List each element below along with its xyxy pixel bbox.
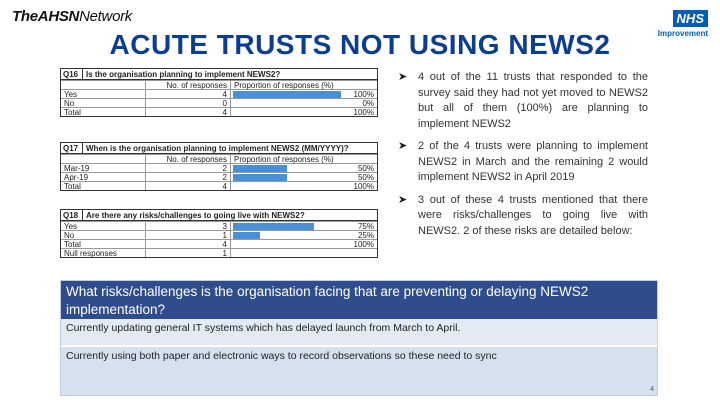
survey-table-q18 <box>60 209 378 258</box>
proportion-bar <box>233 223 314 230</box>
row-count: 4 <box>146 182 231 190</box>
row-proportion <box>231 182 377 190</box>
row-proportion <box>231 173 377 181</box>
table-row <box>61 239 377 248</box>
proportion-bar <box>233 165 287 172</box>
row-count: 1 <box>146 231 231 239</box>
row-percent: 25% <box>357 231 374 240</box>
row-count: 2 <box>146 164 231 172</box>
row-label: No <box>61 99 146 107</box>
page-number: 4 <box>650 386 654 393</box>
table-header <box>61 210 377 221</box>
row-proportion <box>231 249 377 257</box>
row-percent: 100% <box>353 182 374 191</box>
col-proportion-label: Proportion of responses (%) <box>234 81 334 90</box>
row-label: Yes <box>61 90 146 98</box>
blank-cell <box>61 81 146 89</box>
row-proportion <box>231 108 377 116</box>
row-count: 4 <box>146 240 231 248</box>
proportion-bar <box>233 174 287 181</box>
proportion-bar <box>233 232 260 239</box>
bullet-text: 4 out of the 11 trusts that responded to the survey said they had not yet moved to NEWS2 but all of them (100%) are planning to implement NEWS2 <box>418 71 648 130</box>
row-percent: 0% <box>362 99 374 108</box>
row-label: No <box>61 231 146 239</box>
row-proportion <box>231 231 377 239</box>
row-percent: 100% <box>353 108 374 117</box>
question-text: Are there any risks/challenges to going live with NEWS2? <box>86 211 305 220</box>
risks-table <box>60 280 658 396</box>
row-label: Null responses <box>61 249 146 257</box>
question-text: Is the organisation planning to implement NEWS2? <box>86 70 281 79</box>
row-percent: 50% <box>357 173 374 182</box>
question-number: Q17 <box>61 143 83 153</box>
row-proportion <box>231 164 377 172</box>
table-row <box>61 248 377 257</box>
table-row <box>61 230 377 239</box>
bullet-list <box>398 70 648 246</box>
col-proportion-label: Proportion of responses (%) <box>234 155 334 164</box>
table-row <box>61 221 377 230</box>
table-header <box>61 143 377 154</box>
table-row <box>61 89 377 98</box>
bullet-item <box>398 193 648 240</box>
row-proportion <box>231 99 377 107</box>
row-percent: 100% <box>353 240 374 249</box>
logo-ahsn: AHSN <box>37 8 80 25</box>
table-row <box>61 172 377 181</box>
question-number: Q16 <box>61 69 83 79</box>
ahsn-network-logo <box>12 8 132 25</box>
logo-the: The <box>12 8 38 25</box>
nhs-mark: NHS <box>673 10 708 27</box>
row-count: 4 <box>146 90 231 98</box>
bullet-text: 2 of the 4 trusts were planning to implement NEWS2 in March and the remaining 2 would implement NEWS2 in April 2019 <box>418 140 648 183</box>
table-row <box>61 163 377 172</box>
arrow-bullet-icon: ➤ <box>398 140 408 152</box>
row-percent: 100% <box>353 90 374 99</box>
column-header-row <box>61 80 377 89</box>
question-text: When is the organisation planning to implement NEWS2 (MM/YYYY)? <box>86 144 349 153</box>
page-title: ACUTE TRUSTS NOT USING NEWS2 <box>109 29 611 60</box>
blank-cell <box>61 155 146 163</box>
row-count: 4 <box>146 108 231 116</box>
row-percent: 50% <box>357 164 374 173</box>
row-proportion <box>231 222 377 230</box>
row-count: 2 <box>146 173 231 181</box>
proportion-bar <box>233 91 341 98</box>
row-count: 0 <box>146 99 231 107</box>
bullet-item <box>398 70 648 132</box>
logo-network: Network <box>79 8 133 25</box>
row-label: Yes <box>61 222 146 230</box>
row-count: 3 <box>146 222 231 230</box>
nhs-subtitle: Improvement <box>657 29 708 38</box>
bullet-item <box>398 139 648 186</box>
bullet-text: 3 out of these 4 trusts mentioned that there were risks/challenges to going live with NEWS2. 2 of these risks are detailed below: <box>418 193 648 237</box>
risks-heading: What risks/challenges is the organisation facing that are preventing or delaying NEWS2 implementation? <box>61 281 657 319</box>
col-proportion-header <box>231 155 377 163</box>
row-proportion <box>231 90 377 98</box>
row-label: Apr-19 <box>61 173 146 181</box>
arrow-bullet-icon: ➤ <box>398 193 408 206</box>
risk-item: Currently updating general IT systems which has delayed launch from March to April. <box>61 319 657 347</box>
row-percent: 75% <box>357 222 374 231</box>
table-row <box>61 98 377 107</box>
question-number: Q18 <box>61 210 83 220</box>
row-count: 1 <box>146 249 231 257</box>
table-row <box>61 107 377 116</box>
arrow-bullet-icon: ➤ <box>398 71 408 83</box>
row-proportion <box>231 240 377 248</box>
row-label: Mar-19 <box>61 164 146 172</box>
table-row <box>61 181 377 190</box>
risk-item: Currently using both paper and electronic ways to record observations so these need to sync <box>66 350 497 362</box>
column-header-row <box>61 154 377 163</box>
row-label: Total <box>61 108 146 116</box>
row-label: Total <box>61 240 146 248</box>
col-proportion-header <box>231 81 377 89</box>
survey-table-q16 <box>60 68 378 117</box>
col-responses-header: No. of responses <box>146 81 231 89</box>
table-header <box>61 69 377 80</box>
survey-table-q17 <box>60 142 378 191</box>
row-label: Total <box>61 182 146 190</box>
col-responses-header: No. of responses <box>146 155 231 163</box>
